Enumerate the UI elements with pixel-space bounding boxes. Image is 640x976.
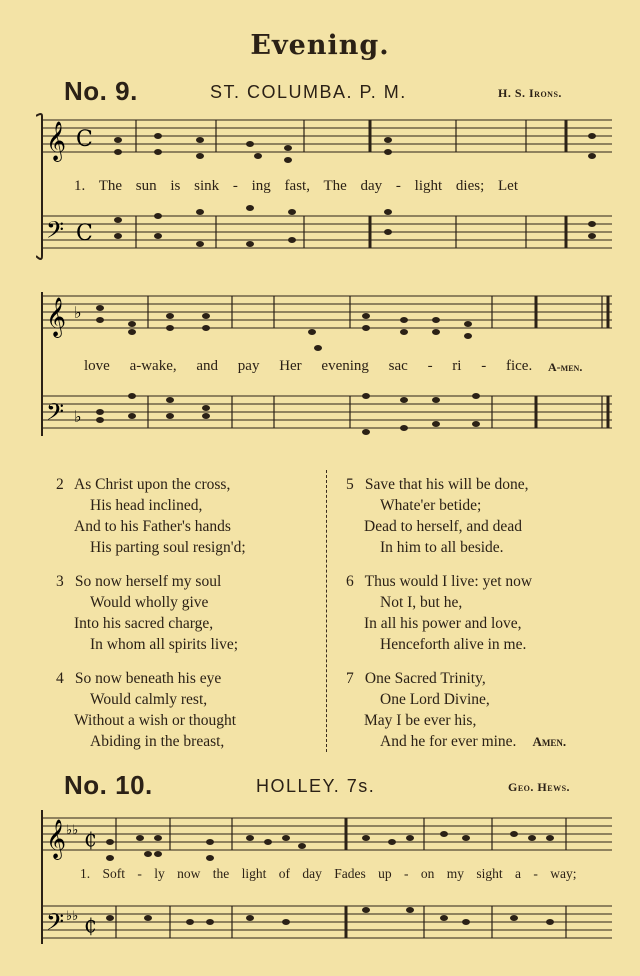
svg-text:♭♭: ♭♭	[66, 823, 79, 838]
stanza: 2 As Christ upon the cross, His head inclined, And to his Father's hands His parting soul resign'd;	[56, 476, 246, 556]
svg-text:𝄞: 𝄞	[46, 297, 67, 337]
stanzas-left	[56, 474, 246, 765]
stanza: 5 Save that his will be done, Whate'er betide; Dead to herself, and dead In him to all beside.	[346, 476, 529, 556]
hymn-number: No. 10.	[64, 770, 153, 800]
svg-text:𝄢: 𝄢	[46, 908, 65, 941]
stanza: 7 One Sacred Trinity, One Lord Divine, May I be ever his, And he for ever mine. Amen.	[346, 670, 567, 750]
svg-text:♭♭: ♭♭	[66, 909, 79, 924]
svg-text:𝄢: 𝄢	[46, 216, 65, 249]
stanza: 6 Thus would I live: yet now Not I, but he, In all his power and love, Henceforth alive in me.	[346, 573, 533, 653]
column-divider	[326, 470, 327, 752]
svg-text:♭: ♭	[74, 407, 82, 426]
music-system-3	[36, 804, 616, 972]
svg-text:C: C	[76, 127, 93, 152]
svg-text:𝄞: 𝄞	[46, 121, 67, 161]
hymn-number: No. 9.	[64, 76, 138, 106]
lyric-line: love a-wake, and pay Her evening sac - ri - fice.	[84, 358, 533, 374]
lyric-line: 1. Soft - ly now the light of day Fades up - on my sight a - way;	[80, 866, 577, 881]
svg-text:₵: ₵	[84, 913, 97, 937]
final-amen: Amen.	[532, 734, 567, 749]
composer: H. S. Irons.	[498, 86, 562, 100]
composer: Geo. Hews.	[508, 780, 571, 794]
amen-label: A-men.	[548, 360, 583, 374]
svg-text:C: C	[76, 221, 93, 246]
svg-text:₵: ₵	[84, 827, 97, 851]
svg-text:♭: ♭	[74, 303, 82, 322]
svg-text:𝄢: 𝄢	[46, 398, 65, 431]
stanzas-right	[346, 474, 566, 765]
tune-name: ST. COLUMBA. P. M.	[210, 82, 407, 102]
tune-name: HOLLEY. 7s.	[256, 776, 376, 796]
stanza: 3 So now herself my soul Would wholly give Into his sacred charge, In whom all spirits live;	[56, 573, 239, 653]
lyric-line: 1. The sun is sink - ing fast, The day - light dies; Let	[74, 178, 518, 194]
stanza: 4 So now beneath his eye Would calmly rest, Without a wish or thought Abiding in the breast,	[56, 670, 237, 750]
section-title: Evening.	[250, 30, 390, 61]
svg-text:𝄞: 𝄞	[46, 819, 67, 859]
